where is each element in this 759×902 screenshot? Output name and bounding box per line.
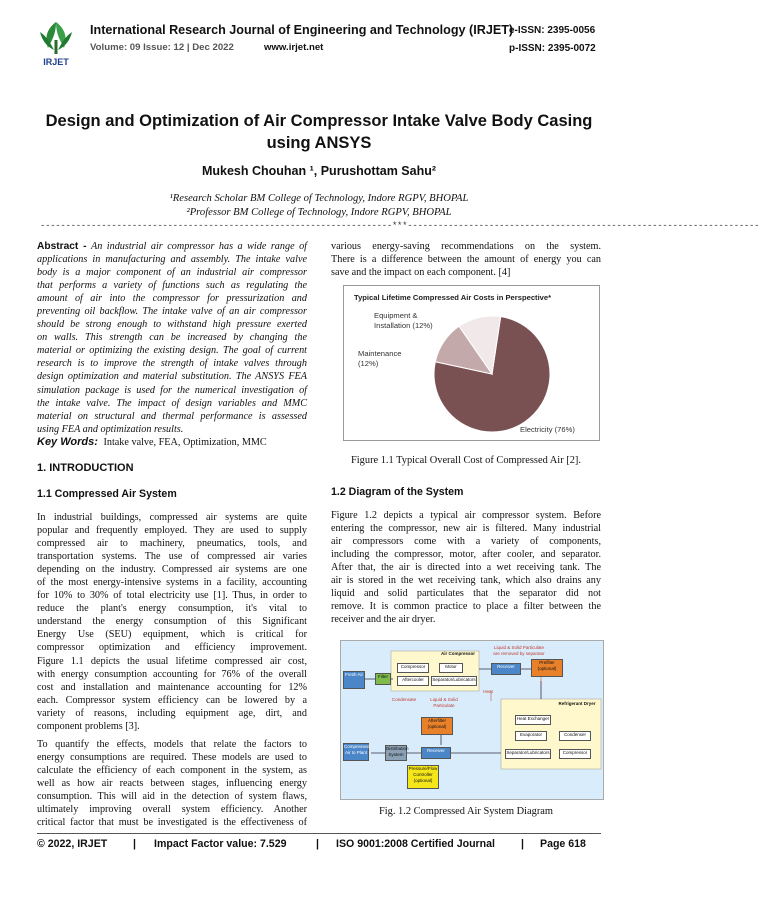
paragraph-1-line: compressor optimization and efficiency improvement.	[37, 642, 307, 654]
volume-info: Volume: 09 Issue: 12 | Dec 2022	[90, 42, 234, 53]
pissn: p-ISSN: 2395-0072	[509, 43, 596, 54]
paragraph-1-line: Figure 1.1 depicts the usual lifetime compressed air cost,	[37, 655, 307, 667]
section-1-2: 1.2 Diagram of the System	[331, 486, 464, 498]
abstract-line: material on structural and thermal performance is assessed	[37, 410, 307, 422]
journal-title: International Research Journal of Engineering and Technology (IRJET)	[90, 23, 514, 37]
diagram-liquid-note: Liquid & Solid Particulate	[430, 697, 458, 708]
paragraph-1	[37, 511, 307, 733]
abstract-line: material or optimizing the existing design. The goal of current	[37, 345, 307, 357]
irjet-logo	[34, 18, 78, 68]
paragraph-1-line: cost and installation and maintenance accounting for 12%	[37, 681, 307, 693]
label-maintenance-1: Maintenance	[358, 349, 402, 358]
diagram-pressure-flow: Pressure/Flow Controller (optional)	[407, 765, 439, 789]
paragraph-right-top-line: There is a difference between the amount of energy you can	[331, 254, 601, 266]
pie-chart	[344, 286, 599, 440]
abstract-line: on walls. This strength can be increased by changing the	[37, 332, 307, 344]
figure-1-1-caption: Figure 1.1 Typical Overall Cost of Compressed Air [2].	[351, 455, 581, 466]
paragraph-1-line: understand the energy consumption of this Significant	[37, 616, 307, 628]
affiliation-2: ²Professor BM College of Technology, Indore RGPV, BHOPAL	[186, 207, 452, 218]
abstract-body	[37, 253, 307, 436]
keywords-label: Key Words:	[37, 436, 98, 448]
paragraph-1-line: popular and frequently employed. They are used to supply	[37, 525, 307, 537]
eissn: e-ISSN: 2395-0056	[509, 25, 596, 36]
paragraph-2-line: critical factor that must be investigated is the effectiveness of	[37, 817, 307, 829]
abstract-line: An industrial air compressor has a wide range of	[90, 241, 307, 252]
footer-divider	[37, 833, 601, 834]
divider: ---------------------------------------------------------------------***---------------------------------------------------------------------	[40, 221, 759, 231]
paragraph-1-line: with energy consumption accounting for 76% of the overall	[37, 668, 307, 680]
abstract-line: using FEA and optimization results.	[37, 423, 184, 435]
paragraph-2-line: consumption. This will aid in the detection of system flaws,	[37, 791, 307, 803]
paragraph-3-line: air compressors come with a variety of components,	[331, 536, 601, 548]
paragraph-1-line: component problems [3].	[37, 720, 140, 732]
diagram-heat-exchanger: Heat Exchanger	[515, 715, 551, 725]
abstract-line: should be strong enough to withstand high pressure exerted	[37, 319, 307, 331]
label-electricity: Electricity (76%)	[520, 425, 575, 434]
diagram-condensate: Condensate	[391, 697, 417, 702]
paragraph-2-line: To quantify the effects, models that relate the factors to	[37, 739, 307, 750]
abstract-line: applications in manufacturing and assembly. The intake valve	[37, 254, 307, 266]
paragraph-1-line: variety of reasons, including equipment age, dirt, and	[37, 707, 307, 719]
footer-page-number: Page 618	[540, 838, 586, 850]
paragraph-right-top-line: save and the impact on each component. [4]	[331, 267, 511, 279]
diagram-prefilter: Prefilter (optional)	[531, 659, 563, 677]
footer-impact-factor: Impact Factor value: 7.529	[154, 838, 287, 850]
abstract-line: preventing oil backflow. The intake valve of an air compressor	[37, 306, 307, 318]
footer-copyright: © 2022, IRJET	[37, 838, 108, 850]
paper-title	[30, 110, 608, 154]
logo-text: IRJET	[43, 57, 69, 67]
diagram-afterfilter: Afterfilter (optional)	[421, 717, 453, 735]
paragraph-1-line: transportation systems. The use of compressed air varies	[37, 551, 307, 563]
section-introduction: 1. INTRODUCTION	[37, 462, 134, 474]
paragraph-3-line: liquid and solid particulates that the separator did not	[331, 588, 601, 600]
footer-iso: ISO 9001:2008 Certified Journal	[336, 838, 495, 850]
title-line-2: using ANSYS	[266, 134, 372, 152]
footer-separator: |	[316, 838, 319, 850]
diagram-top-note: Liquid & Solid Particulate are removed by separator	[493, 645, 545, 656]
authors: Mukesh Chouhan ¹, Purushottam Sahu²	[201, 164, 437, 178]
paragraph-right-top-line: various energy-saving recommendations on the system.	[331, 241, 601, 252]
diagram-fresh-air: Fresh Air	[343, 671, 365, 689]
paragraph-3-line: receiver and the air dryer.	[331, 614, 436, 626]
paragraph-3-line: Figure 1.2 depicts a typical air compressor system. Before	[331, 510, 601, 521]
paragraph-2-line: calculate the efficiency of each component in the system, as	[37, 765, 307, 777]
diagram-motor: Motor	[439, 663, 463, 673]
label-equipment-2: Installation (12%)	[374, 321, 433, 330]
diagram-compressor: Compressor	[397, 663, 429, 673]
title-line-1: Design and Optimization of Air Compressor Intake Valve Body Casing	[45, 112, 593, 130]
abstract-line: research is to improve the strength of intake valves through	[37, 358, 307, 370]
figure-1-2	[340, 640, 604, 800]
diagram-condenser: Condenser	[559, 731, 591, 741]
figure-1-2-caption: Fig. 1.2 Compressed Air System Diagram	[378, 806, 554, 817]
paragraph-1-line: reduce the plant's energy consumption, it's vital to	[37, 603, 307, 615]
affiliation-1: ¹Research Scholar BM College of Technology, Indore RGPV, BHOPAL	[169, 193, 469, 204]
diagram-receiver-2: Receiver	[421, 747, 451, 759]
paragraph-1-line: for 10% to 30% of total electricity use [1]. Thus, in order to	[37, 590, 307, 602]
paragraph-3-line: remove. It is common practice to place a filter between the	[331, 601, 601, 613]
diagram-separator: Separator/Lubricators	[431, 676, 477, 686]
paragraph-1-line: compressed air to machinery, pneumatics, tools, and	[37, 538, 307, 550]
diagram-refrigerant-dryer: Refrigerant Dryer	[558, 701, 596, 706]
abstract-line: that performs a variety of functions such as regulating the	[37, 280, 307, 292]
paragraph-2-line: energy consumptions are required. These models are used to	[37, 752, 307, 764]
label-maintenance-2: (12%)	[358, 359, 379, 368]
website-link[interactable]: www.irjet.net	[264, 42, 324, 53]
diagram-lines	[341, 641, 603, 799]
paragraph-2	[37, 738, 307, 829]
diagram-compressed-air: Compressed Air to Plant	[343, 743, 369, 761]
paragraph-3-line: entering the compressor, new air is filtered. Many industrial	[331, 523, 601, 535]
keywords	[37, 436, 307, 449]
label-equipment-1: Equipment &	[374, 311, 418, 320]
paragraph-3-line: including the compressor, motor, after cooler, and separator.	[331, 549, 601, 561]
figure-1-1	[343, 285, 600, 441]
abstract-line: simulation package is used for the numerical investigation of	[37, 384, 307, 396]
paragraph-1-line: each. Compressor system efficiency can be lowered by a	[37, 694, 307, 706]
abstract-line: the intake valve. The impact of design variables and MMC	[37, 397, 307, 409]
diagram-evaporator: Evaporator	[515, 731, 547, 741]
paragraph-1-line: of the most energy-intensive systems in a facility, accounting	[37, 577, 307, 589]
diagram-air-compressor: Air Compressor	[440, 651, 475, 656]
paragraph-1-line: In industrial buildings, compressed air systems are quite	[37, 512, 307, 523]
diagram-distribution: Distribution System	[385, 745, 407, 761]
paragraph-right-top	[331, 240, 601, 279]
chart-title: Typical Lifetime Compressed Air Costs in Perspective*	[354, 293, 552, 302]
diagram-heat: Heat	[483, 689, 493, 694]
abstract-line: body is a major component of an industrial air compressor	[37, 267, 307, 279]
paragraph-1-line: Energy Use (SEU) equipment, which is critical for	[37, 629, 307, 641]
footer-separator: |	[521, 838, 524, 850]
abstract-line: design optimization and material substitution. The ANSYS FEA	[37, 371, 307, 383]
paragraph-3	[331, 509, 601, 626]
abstract-label: Abstract -	[37, 241, 87, 252]
abstract	[37, 240, 307, 436]
diagram-receiver-1: Receiver	[491, 663, 521, 675]
paragraph-2-line: well as how air reacts between stages, influencing energy	[37, 778, 307, 790]
section-1-1: 1.1 Compressed Air System	[37, 488, 177, 500]
keywords-text: Intake valve, FEA, Optimization, MMC	[103, 437, 267, 448]
paragraph-1-line: depending on the industry. Compressed air systems are one	[37, 564, 307, 576]
diagram-aftercooler: Aftercooler	[397, 676, 429, 686]
footer-separator: |	[133, 838, 136, 850]
diagram-filter: Filter	[375, 673, 391, 685]
paragraph-2-line: ultimately improving overall system efficiency. Another	[37, 804, 307, 816]
abstract-line: amount of air into the compressor for pressurization and	[37, 293, 307, 305]
diagram-separator-2: Separator/Lubricators	[505, 749, 551, 759]
diagram-compressor-2: Compressor	[559, 749, 591, 759]
paragraph-3-line: air is stored in the wet receiving tank, which also drains any	[331, 575, 601, 587]
paragraph-3-line: After that, the air is directed into a wet receiving tank. The	[331, 562, 601, 574]
